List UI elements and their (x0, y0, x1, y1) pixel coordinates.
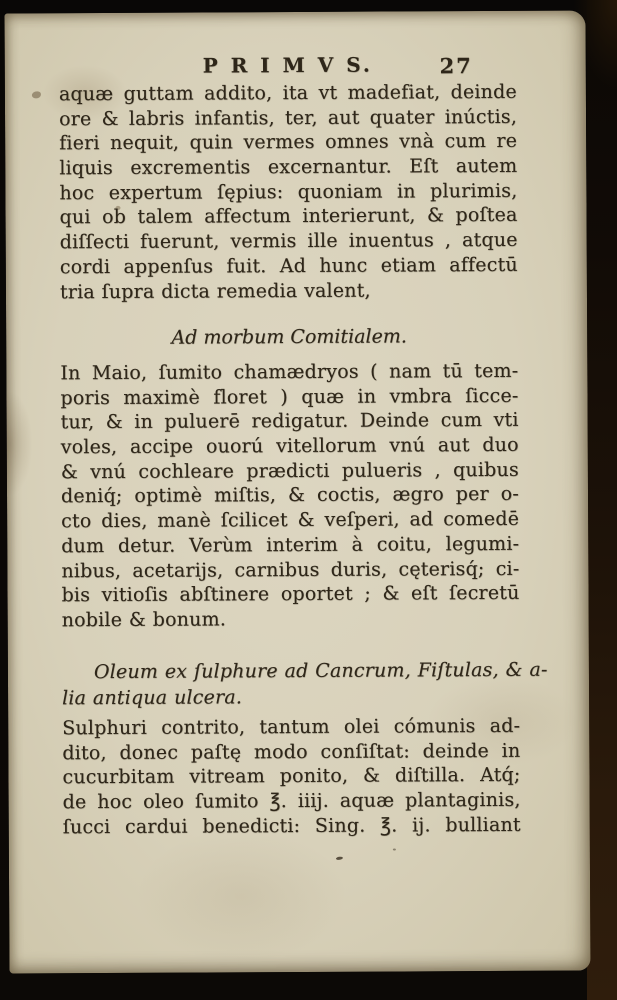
text-line: ore & labris infantis, ter, aut quater inúctis, (58, 105, 518, 130)
page-number: 27 (439, 53, 473, 79)
text-line: nobile & bonum. (61, 608, 227, 632)
running-title: P R I M V S. (202, 52, 373, 78)
text-line: liquis excrementis excernantur. Eſt autem (59, 154, 518, 180)
text-line: ſucci cardui benedicti: Sing. ℥. ij. bulliant (62, 813, 521, 838)
book-page (4, 10, 590, 973)
text-line: bis vitioſis abſtinere oportet ; & eſt ſecretū (61, 582, 520, 607)
text-line: poris maximè floret ) quæ in vmbra ſicce- (60, 384, 519, 409)
text-line: dum detur. Verùm interim à coitu, legumi- (61, 532, 520, 558)
paragraph-3 (62, 714, 521, 840)
text-line: voles, accipe ouorú vitellorum vnú aut duo (60, 433, 519, 459)
section-heading-1: Ad morbum Comitialem. (171, 325, 407, 349)
ink-speck (393, 848, 396, 850)
text-line: tria ſupra dicta remedia valent, (59, 279, 371, 303)
ink-speck (336, 856, 343, 860)
text-line: Sulphuri contrito, tantum olei cómunis ad- (62, 714, 521, 740)
text-line: cordi appenſus fuit. Ad hunc etiam affectū (59, 253, 518, 279)
section-heading-2 (62, 658, 548, 711)
leather-spine-edge (587, 0, 617, 1000)
text-line: dito, donec paſtę modo conſiſtat: deinde in (62, 739, 521, 764)
paragraph-1 (59, 80, 518, 305)
page-header (59, 52, 517, 78)
text-line: lia antiqua ulcera. (62, 685, 243, 709)
text-line: & vnú cochleare prædicti pulueris , quibus (60, 458, 519, 483)
text-line: cucurbitam vitream ponito, & diſtilla. Atq́; (62, 764, 521, 789)
text-line: deniq́; optimè miſtis, & coctis, ægro per o- (60, 483, 520, 508)
paragraph-2 (60, 359, 519, 633)
text-line: In Maio, ſumito chamædryos ( nam tū tem- (60, 359, 519, 385)
text-line: Oleum ex ſulphure ad Cancrum, Fiſtulas, & a- (93, 658, 548, 684)
text-line: qui ob talem affectum interierunt, & poſtea (59, 204, 518, 229)
paper-stain (32, 91, 41, 98)
text-line: nibus, acetarijs, carnibus duris, cęterisq́; ci- (61, 557, 520, 582)
text-line: tur, & in puluerē redigatur. Deinde cum vti (60, 409, 519, 434)
text-line: hoc expertum ſępius: quoniam in plurimis, (59, 179, 518, 204)
text-line: cto dies, manè ſcilicet & veſperi, ad comedē (61, 507, 520, 533)
text-line: fieri nequit, quin vermes omnes vnà cum re (59, 130, 518, 155)
text-line: diſſecti fuerunt, vermis ille inuentus , atque (59, 228, 518, 254)
text-line: de hoc oleo ſumito ℥. iiij. aquæ plantaginis, (62, 788, 521, 814)
text-line: aquæ guttam addito, ita vt madefiat, deinde (58, 80, 517, 106)
text-block (58, 11, 548, 973)
